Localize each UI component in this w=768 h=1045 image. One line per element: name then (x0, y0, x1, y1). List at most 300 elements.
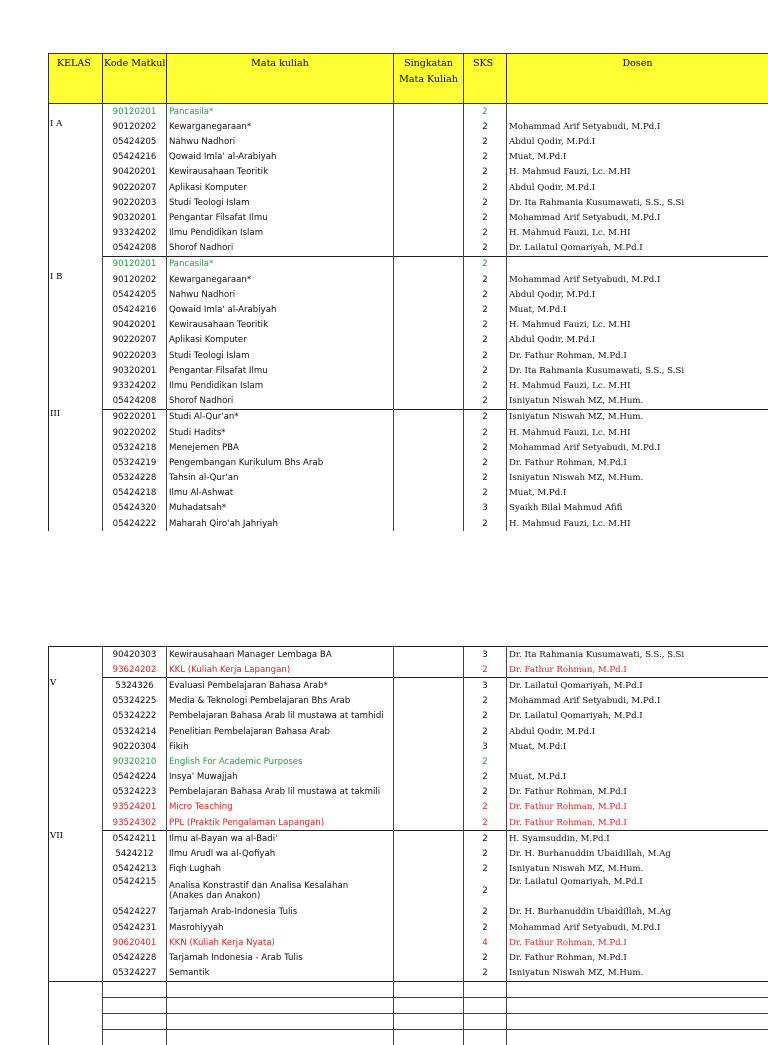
mata-kuliah-cell: KKL (Kuliah Kerja Lapangan) (167, 662, 394, 678)
kode-cell: 90420201 (103, 318, 167, 333)
singkatan-cell (394, 425, 464, 440)
blank-cell (394, 1029, 464, 1045)
dosen-cell: Dr. Ita Rahmania Kusumawati, S.S., S.Si (507, 647, 768, 663)
kelas-cell (49, 935, 103, 950)
dosen-cell: H. Mahmud Fauzi, Lc. M.HI (507, 425, 768, 440)
sks-cell: 2 (464, 754, 507, 769)
table-row (49, 486, 768, 501)
table-row (49, 846, 768, 861)
dosen-cell: Abdul Qodir, M.Pd.I (507, 180, 768, 195)
kelas-cell (49, 516, 103, 531)
singkatan-cell (394, 831, 464, 847)
singkatan-cell (394, 409, 464, 425)
table-row (49, 966, 768, 982)
mata-kuliah-cell: English For Academic Purposes (167, 754, 394, 769)
sks-cell: 2 (464, 318, 507, 333)
sks-cell: 2 (464, 195, 507, 210)
kelas-cell (49, 287, 103, 302)
dosen-cell: Abdul Qodir, M.Pd.I (507, 287, 768, 302)
singkatan-cell (394, 486, 464, 501)
blank-cell (103, 997, 167, 1013)
kode-cell: 05424218 (103, 486, 167, 501)
blank-cell (507, 997, 768, 1013)
sks-cell: 2 (464, 905, 507, 920)
blank-row (49, 981, 768, 997)
sks-cell: 2 (464, 287, 507, 302)
kode-cell: 05424205 (103, 134, 167, 149)
singkatan-cell (394, 302, 464, 317)
sks-cell: 2 (464, 165, 507, 180)
sks-cell: 3 (464, 501, 507, 516)
table-row (49, 378, 768, 393)
blank-cell (49, 997, 103, 1013)
blank-cell (103, 981, 167, 997)
kelas-cell (49, 440, 103, 455)
mata-kuliah-cell: Pengantar Filsafat Ilmu (167, 363, 394, 378)
kelas-cell (49, 754, 103, 769)
table-row (49, 104, 768, 120)
table-row (49, 754, 768, 769)
kode-cell: 90320201 (103, 363, 167, 378)
singkatan-cell (394, 516, 464, 531)
kode-cell: 05424213 (103, 862, 167, 877)
kode-cell: 90120201 (103, 256, 167, 272)
kode-cell: 90420303 (103, 647, 167, 663)
sks-cell: 2 (464, 815, 507, 831)
dosen-cell: Dr. Lailatul Qomariyah, M.Pd.I (507, 709, 768, 724)
kode-cell: 93524302 (103, 815, 167, 831)
dosen-cell (507, 104, 768, 120)
mata-kuliah-cell: Kewirausahaan Teoritik (167, 165, 394, 180)
sks-cell: 2 (464, 455, 507, 470)
table-row (49, 935, 768, 950)
dosen-cell: Dr. Fathur Rohman, M.Pd.I (507, 348, 768, 363)
kelas-cell (49, 815, 103, 831)
kode-cell: 90220203 (103, 348, 167, 363)
singkatan-cell (394, 678, 464, 694)
kelas-cell (49, 134, 103, 149)
singkatan-cell (394, 378, 464, 393)
table-row (49, 226, 768, 241)
singkatan-cell (394, 104, 464, 120)
singkatan-cell (394, 287, 464, 302)
table-row (49, 662, 768, 678)
kode-cell: 90220207 (103, 180, 167, 195)
kode-cell: 05324228 (103, 471, 167, 486)
mata-kuliah-cell: Nahwu Nadhori (167, 134, 394, 149)
kelas-cell (49, 104, 103, 120)
table-row (49, 905, 768, 920)
kelas-cell (49, 150, 103, 165)
kode-cell: 5424212 (103, 846, 167, 861)
blank-cell (167, 997, 394, 1013)
sks-cell: 2 (464, 662, 507, 678)
mata-kuliah-line2: (Anakes dan Anakon) (169, 891, 393, 901)
kode-cell: 05324227 (103, 966, 167, 982)
table-row (49, 516, 768, 531)
kelas-cell (49, 195, 103, 210)
mata-kuliah-cell: Menejemen PBA (167, 440, 394, 455)
mata-kuliah-cell: Media & Teknologi Pembelajaran Bhs Arab (167, 694, 394, 709)
kode-cell: 05424320 (103, 501, 167, 516)
mata-kuliah-cell: Kewirausahaan Teoritik (167, 318, 394, 333)
sks-cell: 2 (464, 785, 507, 800)
table-row (49, 150, 768, 165)
kelas-cell (49, 210, 103, 225)
dosen-cell: Dr. Fathur Rohman, M.Pd.I (507, 785, 768, 800)
kode-cell: 05324218 (103, 440, 167, 455)
blank-cell (507, 1029, 768, 1045)
singkatan-cell (394, 256, 464, 272)
mata-kuliah-cell: Ilmu Pendidikan Islam (167, 226, 394, 241)
dosen-cell: Dr. Fathur Rohman, M.Pd.I (507, 815, 768, 831)
singkatan-cell (394, 815, 464, 831)
singkatan-cell (394, 363, 464, 378)
dosen-cell: Dr. Fathur Rohman, M.Pd.I (507, 800, 768, 815)
table-row (49, 862, 768, 877)
sks-cell: 2 (464, 104, 507, 120)
kelas-cell (49, 785, 103, 800)
kelas-cell (49, 501, 103, 516)
singkatan-cell (394, 226, 464, 241)
singkatan-cell (394, 348, 464, 363)
mata-kuliah-cell: Studi Hadits* (167, 425, 394, 440)
singkatan-cell (394, 394, 464, 410)
kelas-cell (49, 302, 103, 317)
table-row (49, 724, 768, 739)
kode-cell: 05424222 (103, 516, 167, 531)
sks-cell: 2 (464, 770, 507, 785)
mata-kuliah-cell: Penelitian Pembelajaran Bahasa Arab (167, 724, 394, 739)
dosen-cell: H. Syamsuddin, M.Pd.I (507, 831, 768, 847)
kelas-cell (49, 846, 103, 861)
mata-kuliah-cell: Muhadatsah* (167, 501, 394, 516)
dosen-cell: Dr. Fathur Rohman, M.Pd.I (507, 935, 768, 950)
schedule-table-1 (48, 53, 768, 531)
dosen-cell: Isniyatun Niswah MZ, M.Hum. (507, 471, 768, 486)
dosen-cell: H. Mahmud Fauzi, Lc. M.HI (507, 165, 768, 180)
table-row (49, 440, 768, 455)
singkatan-cell (394, 785, 464, 800)
kelas-cell (49, 486, 103, 501)
singkatan-cell (394, 724, 464, 739)
sks-cell: 2 (464, 920, 507, 935)
sks-cell: 2 (464, 409, 507, 425)
blank-cell (507, 1013, 768, 1029)
blank-cell (507, 981, 768, 997)
sks-cell: 2 (464, 302, 507, 317)
mata-kuliah-cell: Tarjamah Indonesia - Arab Tulis (167, 950, 394, 965)
singkatan-cell (394, 272, 464, 287)
kelas-cell (49, 862, 103, 877)
kode-cell: 90620401 (103, 935, 167, 950)
singkatan-cell (394, 647, 464, 663)
mata-kuliah-cell: Kewarganegaraan* (167, 272, 394, 287)
kelas-cell: III (49, 409, 103, 425)
kode-cell: 05424231 (103, 920, 167, 935)
table-row (49, 195, 768, 210)
kelas-cell (49, 800, 103, 815)
singkatan-cell (394, 905, 464, 920)
mata-kuliah-cell: Fiqh Lughah (167, 862, 394, 877)
sks-cell: 2 (464, 877, 507, 905)
sks-cell: 2 (464, 709, 507, 724)
kode-cell: 05424208 (103, 394, 167, 410)
table-row (49, 363, 768, 378)
table-row (49, 348, 768, 363)
table-row (49, 455, 768, 470)
singkatan-cell (394, 770, 464, 785)
sks-cell: 2 (464, 694, 507, 709)
table-row (49, 119, 768, 134)
kelas-cell (49, 966, 103, 982)
kode-cell: 05324222 (103, 709, 167, 724)
header-dosen: Dosen (507, 54, 768, 104)
sks-cell: 2 (464, 471, 507, 486)
singkatan-cell (394, 846, 464, 861)
mata-kuliah-cell: Aplikasi Komputer (167, 180, 394, 195)
blank-cell (49, 1013, 103, 1029)
kode-cell: 05324219 (103, 455, 167, 470)
kode-cell: 05324225 (103, 694, 167, 709)
kelas-cell (49, 165, 103, 180)
mata-kuliah-cell: Pengantar Filsafat Ilmu (167, 210, 394, 225)
blank-cell (394, 997, 464, 1013)
dosen-cell (507, 754, 768, 769)
dosen-cell: Abdul Qodir, M.Pd.I (507, 134, 768, 149)
singkatan-cell (394, 950, 464, 965)
kode-cell: 05424211 (103, 831, 167, 847)
mata-kuliah-cell: Insya' Muwajjah (167, 770, 394, 785)
dosen-cell: Syaikh Bilal Mahmud Afifi (507, 501, 768, 516)
kode-cell: 05424227 (103, 905, 167, 920)
kode-cell: 90120202 (103, 272, 167, 287)
kode-cell: 05324214 (103, 724, 167, 739)
sks-cell: 3 (464, 647, 507, 663)
blank-row (49, 997, 768, 1013)
dosen-cell: Isniyatun Niswah MZ, M.Hum. (507, 409, 768, 425)
mata-kuliah-cell: Tahsin al-Qur'an (167, 471, 394, 486)
header-singkatan-line2: Mata Kuliah (394, 73, 463, 86)
sks-cell: 2 (464, 440, 507, 455)
mata-kuliah-cell: Studi Al-Qur'an* (167, 409, 394, 425)
dosen-cell (507, 256, 768, 272)
dosen-cell: H. Mahmud Fauzi, Lc. M.HI (507, 378, 768, 393)
mata-kuliah-cell: Tarjamah Arab-Indonesia Tulis (167, 905, 394, 920)
dosen-cell: H. Mahmud Fauzi, Lc. M.HI (507, 226, 768, 241)
mata-kuliah-cell: Ilmu Pendidikan Islam (167, 378, 394, 393)
dosen-cell: H. Mahmud Fauzi, Lc. M.HI (507, 318, 768, 333)
table-row (49, 287, 768, 302)
dosen-cell: Muat, M.Pd.I (507, 302, 768, 317)
kode-cell: 90220207 (103, 333, 167, 348)
kelas-cell: I B (49, 272, 103, 287)
kelas-cell (49, 425, 103, 440)
dosen-cell: Dr. Lailatul Qomariyah, M.Pd.I (507, 678, 768, 694)
singkatan-cell (394, 195, 464, 210)
kode-cell: 93524201 (103, 800, 167, 815)
dosen-cell: Isniyatun Niswah MZ, M.Hum. (507, 966, 768, 982)
sks-cell: 2 (464, 394, 507, 410)
mata-kuliah-cell: Masrohiyyah (167, 920, 394, 935)
sks-cell: 2 (464, 378, 507, 393)
table-row (49, 950, 768, 965)
blank-row (49, 1029, 768, 1045)
kelas-cell (49, 724, 103, 739)
dosen-cell: Dr. H. Burhanuddin Ubaidillah, M.Ag (507, 846, 768, 861)
mata-kuliah-cell: Qowaid Imla' al-Arabiyah (167, 150, 394, 165)
kelas-cell (49, 256, 103, 272)
mata-kuliah-cell: Aplikasi Komputer (167, 333, 394, 348)
dosen-cell: Abdul Qodir, M.Pd.I (507, 724, 768, 739)
dosen-cell: Dr. Ita Rahmania Kusumawati, S.S., S.Si (507, 363, 768, 378)
mata-kuliah-cell: Pancasila* (167, 104, 394, 120)
kode-cell: 93324202 (103, 226, 167, 241)
kelas-cell (49, 471, 103, 486)
mata-kuliah-cell: KKN (Kuliah Kerja Nyata) (167, 935, 394, 950)
kelas-cell (49, 694, 103, 709)
sks-cell: 2 (464, 226, 507, 241)
mata-kuliah-cell: Qowaid Imla' al-Arabiyah (167, 302, 394, 317)
mata-kuliah-cell: Ilmu al-Bayan wa al-Badi' (167, 831, 394, 847)
singkatan-cell (394, 800, 464, 815)
table-row (49, 800, 768, 815)
singkatan-cell (394, 440, 464, 455)
singkatan-cell (394, 180, 464, 195)
table-row (49, 409, 768, 425)
mata-kuliah-cell: Kewirausahaan Manager Lembaga BA (167, 647, 394, 663)
kode-cell: 90220203 (103, 195, 167, 210)
kelas-cell (49, 241, 103, 257)
sks-cell: 2 (464, 950, 507, 965)
kode-cell: 05424216 (103, 150, 167, 165)
mata-kuliah-cell: Maharah Qiro'ah Jahriyah (167, 516, 394, 531)
singkatan-cell (394, 920, 464, 935)
dosen-cell: Dr. Fathur Rohman, M.Pd.I (507, 455, 768, 470)
singkatan-cell (394, 662, 464, 678)
singkatan-cell (394, 455, 464, 470)
sks-cell: 2 (464, 150, 507, 165)
header-singkatan (394, 54, 464, 104)
dosen-cell: Mohammad Arif Setyabudi, M.Pd.I (507, 694, 768, 709)
mata-kuliah-cell: Shorof Nadhori (167, 394, 394, 410)
sks-cell: 2 (464, 724, 507, 739)
mata-kuliah-cell: Shorof Nadhori (167, 241, 394, 257)
kode-cell: 90320210 (103, 754, 167, 769)
dosen-cell: Isniyatun Niswah MZ, M.Hum. (507, 862, 768, 877)
dosen-cell: Mohammad Arif Setyabudi, M.Pd.I (507, 119, 768, 134)
singkatan-cell (394, 134, 464, 149)
kelas-cell (49, 318, 103, 333)
table-row (49, 333, 768, 348)
singkatan-cell (394, 241, 464, 257)
kelas-cell (49, 739, 103, 754)
kelas-cell (49, 348, 103, 363)
kelas-cell (49, 877, 103, 905)
blank-cell (49, 1029, 103, 1045)
singkatan-cell (394, 862, 464, 877)
blank-cell (464, 997, 507, 1013)
header-kode: Kode Matkul (103, 54, 167, 104)
table-row (49, 210, 768, 225)
table-row (49, 318, 768, 333)
dosen-cell: Mohammad Arif Setyabudi, M.Pd.I (507, 920, 768, 935)
kelas-cell: VII (49, 831, 103, 847)
mata-kuliah-cell: Semantik (167, 966, 394, 982)
table-row (49, 302, 768, 317)
dosen-cell: H. Mahmud Fauzi, Lc. M.HI (507, 516, 768, 531)
dosen-cell: Dr. Lailatul Qomariyah, M.Pd.I (507, 241, 768, 257)
dosen-cell: Muat, M.Pd.I (507, 486, 768, 501)
mata-kuliah-cell: Ilmu Arudl wa al-Qofiyah (167, 846, 394, 861)
sks-cell: 2 (464, 272, 507, 287)
blank-cell (464, 1013, 507, 1029)
kelas-cell (49, 662, 103, 678)
kelas-cell: V (49, 678, 103, 694)
table-row (49, 785, 768, 800)
blank-cell (49, 981, 103, 997)
singkatan-cell (394, 210, 464, 225)
mata-kuliah-cell: Pembelajaran Bahasa Arab lil mustawa at tamhidi (167, 709, 394, 724)
sks-cell: 2 (464, 862, 507, 877)
dosen-cell: Dr. Fathur Rohman, M.Pd.I (507, 662, 768, 678)
sks-cell: 2 (464, 119, 507, 134)
kelas-cell (49, 363, 103, 378)
sks-cell: 2 (464, 348, 507, 363)
table-2-body (49, 647, 768, 1045)
blank-row (49, 1013, 768, 1029)
kode-cell: 05424224 (103, 770, 167, 785)
kode-cell: 05424215 (103, 877, 167, 905)
sks-cell: 2 (464, 425, 507, 440)
singkatan-cell (394, 318, 464, 333)
mata-kuliah-cell: Studi Teologi Islam (167, 348, 394, 363)
singkatan-cell (394, 119, 464, 134)
kode-cell: 05324223 (103, 785, 167, 800)
dosen-cell: Isniyatun Niswah MZ, M.Hum. (507, 394, 768, 410)
kelas-cell (49, 920, 103, 935)
sks-cell: 2 (464, 241, 507, 257)
table-row (49, 739, 768, 754)
sks-cell: 2 (464, 516, 507, 531)
blank-cell (167, 1029, 394, 1045)
sks-cell: 2 (464, 256, 507, 272)
singkatan-cell (394, 694, 464, 709)
sks-cell: 2 (464, 180, 507, 195)
mata-kuliah-cell: Pembelajaran Bahasa Arab lil mustawa at takmili (167, 785, 394, 800)
kode-cell: 90120202 (103, 119, 167, 134)
blank-cell (464, 1029, 507, 1045)
table-row (49, 394, 768, 410)
kode-cell: 05424205 (103, 287, 167, 302)
dosen-cell: Mohammad Arif Setyabudi, M.Pd.I (507, 440, 768, 455)
header-sks: SKS (464, 54, 507, 104)
mata-kuliah-cell: PPL (Praktik Pengalaman Lapangan) (167, 815, 394, 831)
mata-kuliah-cell: Micro Teaching (167, 800, 394, 815)
singkatan-cell (394, 501, 464, 516)
header-singkatan-line1: Singkatan (394, 57, 463, 70)
mata-kuliah-cell: Kewarganegaraan* (167, 119, 394, 134)
kelas-cell: I A (49, 119, 103, 134)
dosen-cell: Muat, M.Pd.I (507, 150, 768, 165)
kode-cell: 93624202 (103, 662, 167, 678)
blank-cell (464, 981, 507, 997)
sks-cell: 4 (464, 935, 507, 950)
kelas-cell (49, 378, 103, 393)
table-row (49, 647, 768, 663)
singkatan-cell (394, 709, 464, 724)
table-row (49, 425, 768, 440)
